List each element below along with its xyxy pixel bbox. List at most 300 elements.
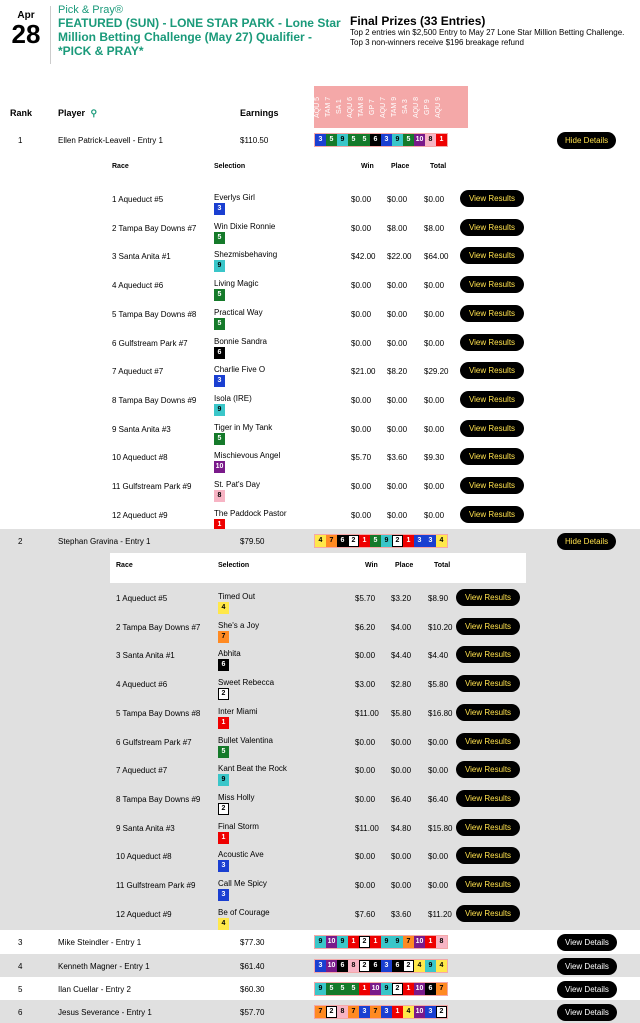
- program-number-badge: 9: [381, 936, 392, 948]
- race-name: 2 Tampa Bay Downs #7: [116, 622, 201, 632]
- program-number-badge: 7: [436, 983, 447, 995]
- race-name: 1 Aqueduct #5: [112, 195, 164, 204]
- player-name: Ellen Patrick-Leavell - Entry 1: [58, 136, 163, 145]
- place-amount: $2.80: [391, 680, 412, 690]
- win-amount: $0.00: [351, 281, 372, 291]
- win-amount: $6.20: [355, 622, 376, 632]
- program-number-badge: 3: [218, 889, 229, 901]
- total-amount: $10.20: [428, 622, 453, 632]
- program-number-badge: 2: [326, 1006, 337, 1018]
- program-number-badge: 3: [425, 1006, 436, 1018]
- total-amount: $8.90: [428, 594, 449, 603]
- view-results-button[interactable]: View Results: [460, 420, 524, 437]
- program-number-badge: 1: [403, 535, 414, 547]
- details-header-row: [106, 154, 528, 184]
- total-amount: $0.00: [428, 852, 449, 862]
- program-number-badge: 8: [436, 936, 447, 948]
- player-row: [0, 930, 640, 954]
- race-name: 3 Santa Anita #1: [112, 252, 171, 262]
- selection: [218, 706, 258, 726]
- program-number-badge: 8: [425, 134, 436, 146]
- program-number-badge: 1: [218, 717, 229, 729]
- horse-name: St. Pat's Day: [214, 480, 260, 489]
- place-amount: $0.00: [391, 737, 412, 747]
- program-number-badge: 1: [214, 519, 225, 531]
- view-details-button[interactable]: View Details: [557, 934, 617, 951]
- picks-strip: [314, 959, 448, 973]
- total-amount: $29.20: [424, 367, 449, 377]
- race-header-label: AQU 9: [435, 96, 442, 118]
- race-name: 11 Gulfstream Park #9: [116, 881, 196, 890]
- program-number-badge: 1: [359, 535, 370, 547]
- race-detail-row: [106, 242, 528, 270]
- program-number-badge: 2: [359, 936, 370, 948]
- program-number-badge: 2: [218, 688, 229, 700]
- race-name: 5 Tampa Bay Downs #8: [112, 309, 197, 319]
- details-header-selection: Selection: [214, 163, 246, 170]
- details-header-place: Place: [395, 562, 414, 569]
- view-results-button[interactable]: View Results: [456, 847, 520, 864]
- race-detail-row: [110, 814, 526, 842]
- program-number-badge: 6: [337, 960, 348, 972]
- program-number-badge: 3: [381, 134, 392, 146]
- view-results-button[interactable]: View Results: [460, 362, 524, 379]
- view-details-button[interactable]: View Details: [557, 958, 617, 975]
- program-number-badge: 1: [218, 832, 229, 844]
- player-rank: 5: [18, 985, 23, 994]
- view-results-button[interactable]: View Results: [460, 305, 524, 322]
- player-earnings: $57.70: [240, 1008, 265, 1017]
- program-number-badge: 7: [218, 631, 229, 643]
- place-amount: $3.60: [387, 453, 408, 463]
- race-detail-row: [110, 641, 526, 669]
- place-amount: $8.00: [387, 223, 408, 233]
- place-amount: $3.60: [391, 909, 412, 919]
- win-amount: $0.00: [355, 794, 376, 804]
- horse-name: Tiger in My Tank: [214, 422, 273, 432]
- horse-name: Living Magic: [214, 279, 259, 289]
- program-number-badge: 6: [425, 983, 436, 995]
- place-amount: $4.00: [391, 622, 412, 632]
- program-number-badge: 9: [381, 983, 392, 995]
- program-number-badge: 1: [348, 936, 359, 948]
- race-header-label: TAM 8: [358, 96, 365, 118]
- program-number-badge: 5: [359, 134, 370, 146]
- horse-name: Bullet Valentina: [218, 735, 273, 745]
- win-amount: $0.00: [351, 424, 372, 434]
- player-rank: 3: [18, 938, 23, 947]
- program-number-badge: 3: [414, 535, 425, 547]
- race-detail-row: [106, 329, 528, 357]
- win-amount: $5.70: [351, 453, 372, 463]
- race-name: 6 Gulfstream Park #7: [112, 338, 188, 348]
- race-detail-row: [110, 584, 526, 612]
- race-detail-row: [110, 785, 526, 813]
- horse-name: Win Dixie Ronnie: [214, 221, 276, 231]
- program-number-badge: 2: [348, 535, 359, 547]
- race-header-label: GP 7: [369, 99, 376, 115]
- win-amount: $0.00: [351, 510, 372, 520]
- view-results-button[interactable]: View Results: [456, 761, 520, 778]
- program-number-badge: 10: [326, 936, 337, 948]
- race-header-label: SA 3: [402, 99, 409, 115]
- details-header-race: Race: [116, 562, 133, 569]
- total-amount: $9.30: [424, 453, 445, 463]
- contest-subtitle: Pick & Pray®: [58, 4, 123, 16]
- race-name: 9 Santa Anita #3: [112, 424, 171, 434]
- date-month: Apr: [17, 10, 35, 21]
- program-number-badge: 3: [381, 960, 392, 972]
- win-amount: $3.00: [355, 680, 376, 690]
- program-number-badge: 5: [326, 983, 337, 995]
- program-number-badge: 9: [381, 535, 392, 547]
- program-number-badge: 10: [414, 1006, 425, 1018]
- program-number-badge: 5: [403, 134, 414, 146]
- program-number-badge: 3: [315, 960, 326, 972]
- selection: [214, 393, 252, 413]
- win-amount: $0.00: [351, 195, 372, 204]
- horse-name: Shezmisbehaving: [214, 250, 278, 260]
- race-name: 7 Aqueduct #7: [116, 766, 168, 776]
- total-amount: $4.40: [428, 651, 449, 661]
- selection: [218, 764, 287, 784]
- race-name: 7 Aqueduct #7: [112, 367, 164, 377]
- details-header-total: Total: [430, 163, 447, 170]
- race-name: 8 Tampa Bay Downs #9: [112, 395, 197, 405]
- place-amount: $8.20: [387, 367, 408, 377]
- race-detail-row: [110, 756, 526, 784]
- race-header-label: AQU 8: [413, 96, 420, 118]
- selection: [214, 480, 260, 499]
- view-results-button[interactable]: View Results: [456, 618, 520, 635]
- view-results-button[interactable]: View Results: [460, 219, 524, 236]
- win-amount: $42.00: [351, 252, 376, 262]
- view-results-button[interactable]: View Results: [460, 276, 524, 293]
- player-row: [0, 128, 640, 152]
- details-header-row: [110, 553, 526, 583]
- race-detail-row: [106, 472, 528, 500]
- program-number-badge: 4: [218, 918, 229, 930]
- view-results-button[interactable]: View Results: [460, 506, 524, 523]
- player-rank: 2: [18, 537, 23, 546]
- prizes-description: Top 2 entries win $2,500 Entry to May 27 Lone Star Million Betting Challenge. Top 3 non-winners receive $196 breakage refund: [350, 28, 625, 47]
- program-number-badge: 5: [214, 318, 225, 330]
- details-header-selection: Selection: [218, 562, 250, 569]
- place-amount: $4.40: [391, 651, 412, 661]
- race-detail-row: [110, 613, 526, 641]
- win-amount: $0.00: [355, 737, 376, 747]
- program-number-badge: 1: [425, 936, 436, 948]
- race-detail-row: [106, 501, 528, 529]
- program-number-badge: 6: [218, 659, 229, 671]
- race-header-label: TAM 7: [325, 96, 332, 118]
- player-name: Kenneth Magner - Entry 1: [58, 962, 150, 971]
- selection: [214, 508, 287, 528]
- view-results-button[interactable]: View Results: [460, 190, 524, 207]
- program-number-badge: 3: [315, 134, 326, 146]
- horse-name: Sweet Rebecca: [218, 678, 275, 688]
- program-number-badge: 5: [214, 232, 225, 244]
- horse-name: Practical Way: [214, 307, 263, 317]
- program-number-badge: 3: [381, 1006, 392, 1018]
- selection: [218, 907, 270, 927]
- contest-date: [6, 10, 46, 47]
- win-amount: $0.00: [351, 338, 372, 348]
- program-number-badge: 2: [359, 960, 370, 972]
- view-results-button[interactable]: View Results: [460, 334, 524, 351]
- player-earnings: $61.40: [240, 962, 265, 971]
- horse-name: Abhita: [218, 649, 241, 659]
- program-number-badge: 4: [315, 535, 326, 547]
- player-rank: 6: [18, 1008, 23, 1017]
- program-number-badge: 4: [436, 960, 447, 972]
- win-amount: $0.00: [355, 766, 376, 776]
- program-number-badge: 4: [414, 960, 425, 972]
- program-number-badge: 10: [414, 936, 425, 948]
- program-number-badge: 9: [425, 960, 436, 972]
- program-number-badge: 8: [337, 1006, 348, 1018]
- race-detail-row: [106, 214, 528, 242]
- program-number-badge: 2: [218, 803, 229, 815]
- program-number-badge: 7: [370, 1006, 381, 1018]
- race-name: 9 Santa Anita #3: [116, 823, 175, 833]
- program-number-badge: 10: [370, 983, 381, 995]
- race-detail-row: [110, 670, 526, 698]
- program-number-badge: 4: [218, 602, 229, 614]
- place-amount: $0.00: [387, 395, 408, 405]
- race-name: 2 Tampa Bay Downs #7: [112, 223, 197, 233]
- program-number-badge: 6: [214, 347, 225, 359]
- selection: [214, 336, 267, 356]
- contest-title-block: [58, 4, 343, 58]
- picks-strip: [314, 1005, 448, 1019]
- place-amount: $22.00: [387, 252, 412, 262]
- horse-name: She's a Joy: [218, 620, 260, 630]
- details-header-place: Place: [391, 163, 410, 170]
- total-amount: $0.00: [424, 195, 445, 204]
- race-name: 10 Aqueduct #8: [116, 852, 172, 862]
- race-header-label: AQU 5: [314, 96, 321, 118]
- place-amount: $0.00: [387, 281, 408, 291]
- program-number-badge: 9: [392, 134, 403, 146]
- race-detail-row: [110, 900, 526, 928]
- picks-strip: [314, 982, 448, 996]
- horse-name: Charlie Five O: [214, 365, 266, 375]
- contest-title: FEATURED (SUN) - LONE STAR PARK - Lone Star Million Betting Challenge (May 27) Qualifier - *PICK & PRAY*: [58, 16, 341, 58]
- program-number-badge: 6: [337, 535, 348, 547]
- program-number-badge: 1: [403, 983, 414, 995]
- contest-header: [0, 0, 640, 70]
- player-name: Mike Steindler - Entry 1: [58, 938, 142, 947]
- view-results-button[interactable]: View Results: [456, 905, 520, 922]
- view-results-button[interactable]: View Results: [460, 448, 524, 465]
- date-day: 28: [11, 19, 41, 49]
- view-results-button[interactable]: View Results: [456, 589, 520, 606]
- program-number-badge: 6: [370, 960, 381, 972]
- program-number-badge: 8: [214, 490, 225, 502]
- total-amount: $11.20: [428, 909, 452, 919]
- program-number-badge: 3: [425, 535, 436, 547]
- selection: [214, 365, 266, 385]
- program-number-badge: 1: [392, 1006, 403, 1018]
- program-number-badge: 10: [414, 134, 425, 146]
- program-number-badge: 10: [414, 983, 425, 995]
- horse-name: Bonnie Sandra: [214, 336, 267, 346]
- program-number-badge: 4: [403, 1006, 414, 1018]
- view-results-button[interactable]: View Results: [460, 477, 524, 494]
- selection: [214, 221, 276, 241]
- view-results-button[interactable]: View Results: [456, 790, 520, 807]
- details-header-win: Win: [365, 562, 378, 569]
- view-results-button[interactable]: View Results: [456, 733, 520, 750]
- rank-column-header: Rank: [10, 108, 33, 118]
- win-amount: $0.00: [351, 309, 372, 319]
- program-number-badge: 3: [214, 375, 225, 387]
- horse-name: Be of Courage: [218, 907, 270, 917]
- horse-name: Timed Out: [218, 592, 256, 601]
- selection: [218, 592, 256, 611]
- win-amount: $7.60: [355, 909, 376, 919]
- program-number-badge: 2: [436, 1006, 447, 1018]
- race-detail-row: [110, 728, 526, 756]
- view-results-button[interactable]: View Results: [460, 247, 524, 264]
- prizes-title: Final Prizes (33 Entries): [350, 14, 486, 28]
- race-header-label: GP 9: [424, 99, 431, 115]
- selection: [214, 279, 259, 299]
- race-name: 5 Tampa Bay Downs #8: [116, 708, 201, 718]
- selection: [214, 451, 281, 471]
- place-amount: $3.20: [391, 594, 412, 603]
- race-header-label: SA 1: [336, 99, 343, 115]
- player-column-header[interactable]: [58, 108, 97, 119]
- program-number-badge: 8: [348, 960, 359, 972]
- program-number-badge: 3: [359, 1006, 370, 1018]
- program-number-badge: 5: [218, 746, 229, 758]
- place-amount: $0.00: [391, 852, 412, 862]
- total-amount: $5.80: [428, 680, 449, 690]
- player-column-label: Player: [58, 108, 86, 118]
- player-row: [0, 529, 640, 553]
- race-header-label: AQU 6: [347, 96, 354, 118]
- race-headers: [314, 86, 468, 130]
- horse-name: The Paddock Pastor: [214, 508, 287, 518]
- header-divider: [50, 6, 51, 64]
- player-name: Ilan Cuellar - Entry 2: [58, 985, 131, 994]
- total-amount: $0.00: [424, 424, 445, 434]
- details-header-win: Win: [361, 163, 374, 170]
- selection: [218, 735, 273, 755]
- program-number-badge: 5: [214, 433, 225, 445]
- race-detail-row: [106, 271, 528, 299]
- race-detail-row: [106, 386, 528, 414]
- place-amount: $0.00: [391, 881, 412, 890]
- program-number-badge: 9: [337, 936, 348, 948]
- program-number-badge: 7: [403, 936, 414, 948]
- selection: [218, 879, 267, 898]
- program-number-badge: 2: [392, 983, 403, 995]
- place-amount: $0.00: [387, 424, 408, 434]
- view-results-button[interactable]: View Results: [456, 819, 520, 836]
- view-results-button[interactable]: View Results: [456, 704, 520, 721]
- horse-name: Final Storm: [218, 821, 259, 831]
- player-row: [0, 977, 640, 1001]
- player-rank: 4: [18, 962, 23, 971]
- program-number-badge: 5: [214, 289, 225, 301]
- hide-details-button[interactable]: Hide Details: [557, 533, 616, 550]
- race-detail-row: [106, 443, 528, 471]
- program-number-badge: 9: [392, 936, 403, 948]
- race-name: 3 Santa Anita #1: [116, 651, 175, 661]
- horse-name: Mischievous Angel: [214, 451, 281, 461]
- view-results-button[interactable]: View Results: [460, 391, 524, 408]
- selection: [218, 620, 260, 640]
- view-results-button[interactable]: View Results: [456, 646, 520, 663]
- total-amount: $0.00: [424, 510, 445, 520]
- total-amount: $6.40: [428, 794, 449, 804]
- view-results-button[interactable]: View Results: [456, 876, 520, 893]
- race-name: 4 Aqueduct #6: [116, 680, 168, 690]
- view-details-button[interactable]: View Details: [557, 981, 617, 998]
- selection: [218, 792, 255, 812]
- details-header-race: Race: [112, 163, 129, 170]
- race-name: 12 Aqueduct #9: [116, 909, 172, 919]
- win-amount: $0.00: [355, 651, 376, 661]
- race-detail-row: [106, 300, 528, 328]
- total-amount: $64.00: [424, 252, 449, 262]
- program-number-badge: 9: [214, 404, 225, 416]
- race-detail-row: [110, 699, 526, 727]
- horse-name: Call Me Spicy: [218, 879, 267, 888]
- program-number-badge: 10: [214, 461, 225, 473]
- player-name: Jesus Severance - Entry 1: [58, 1008, 152, 1017]
- program-number-badge: 5: [337, 983, 348, 995]
- selection: [214, 307, 263, 327]
- race-detail-row: [110, 842, 526, 870]
- picks-strip: [314, 133, 448, 147]
- details-header-total: Total: [434, 562, 451, 569]
- race-name: 4 Aqueduct #6: [112, 281, 164, 291]
- total-amount: $0.00: [424, 482, 445, 491]
- horse-name: Kant Beat the Rock: [218, 764, 287, 774]
- player-rank: 1: [18, 136, 23, 145]
- selection: [214, 250, 278, 270]
- program-number-badge: 4: [436, 535, 447, 547]
- place-amount: $4.80: [391, 823, 412, 833]
- view-results-button[interactable]: View Results: [456, 675, 520, 692]
- program-number-badge: 2: [392, 535, 403, 547]
- race-name: 11 Gulfstream Park #9: [112, 482, 192, 491]
- horse-name: Miss Holly: [218, 792, 255, 802]
- place-amount: $0.00: [387, 510, 408, 520]
- view-details-button[interactable]: View Details: [557, 1004, 617, 1021]
- win-amount: $0.00: [355, 852, 376, 862]
- place-amount: $0.00: [387, 309, 408, 319]
- win-amount: $0.00: [351, 482, 372, 491]
- win-amount: $0.00: [351, 395, 372, 405]
- player-name: Stephan Gravina - Entry 1: [58, 537, 151, 546]
- hide-details-button[interactable]: Hide Details: [557, 132, 616, 149]
- player-earnings: $77.30: [240, 938, 265, 947]
- win-amount: $21.00: [351, 367, 376, 377]
- program-number-badge: 2: [403, 960, 414, 972]
- win-amount: $11.00: [355, 823, 379, 833]
- total-amount: $0.00: [424, 281, 445, 291]
- race-detail-row: [106, 415, 528, 443]
- program-number-badge: 6: [370, 134, 381, 146]
- program-number-badge: 5: [326, 134, 337, 146]
- search-icon[interactable]: ⚲: [90, 108, 98, 118]
- race-details-table: [110, 553, 526, 927]
